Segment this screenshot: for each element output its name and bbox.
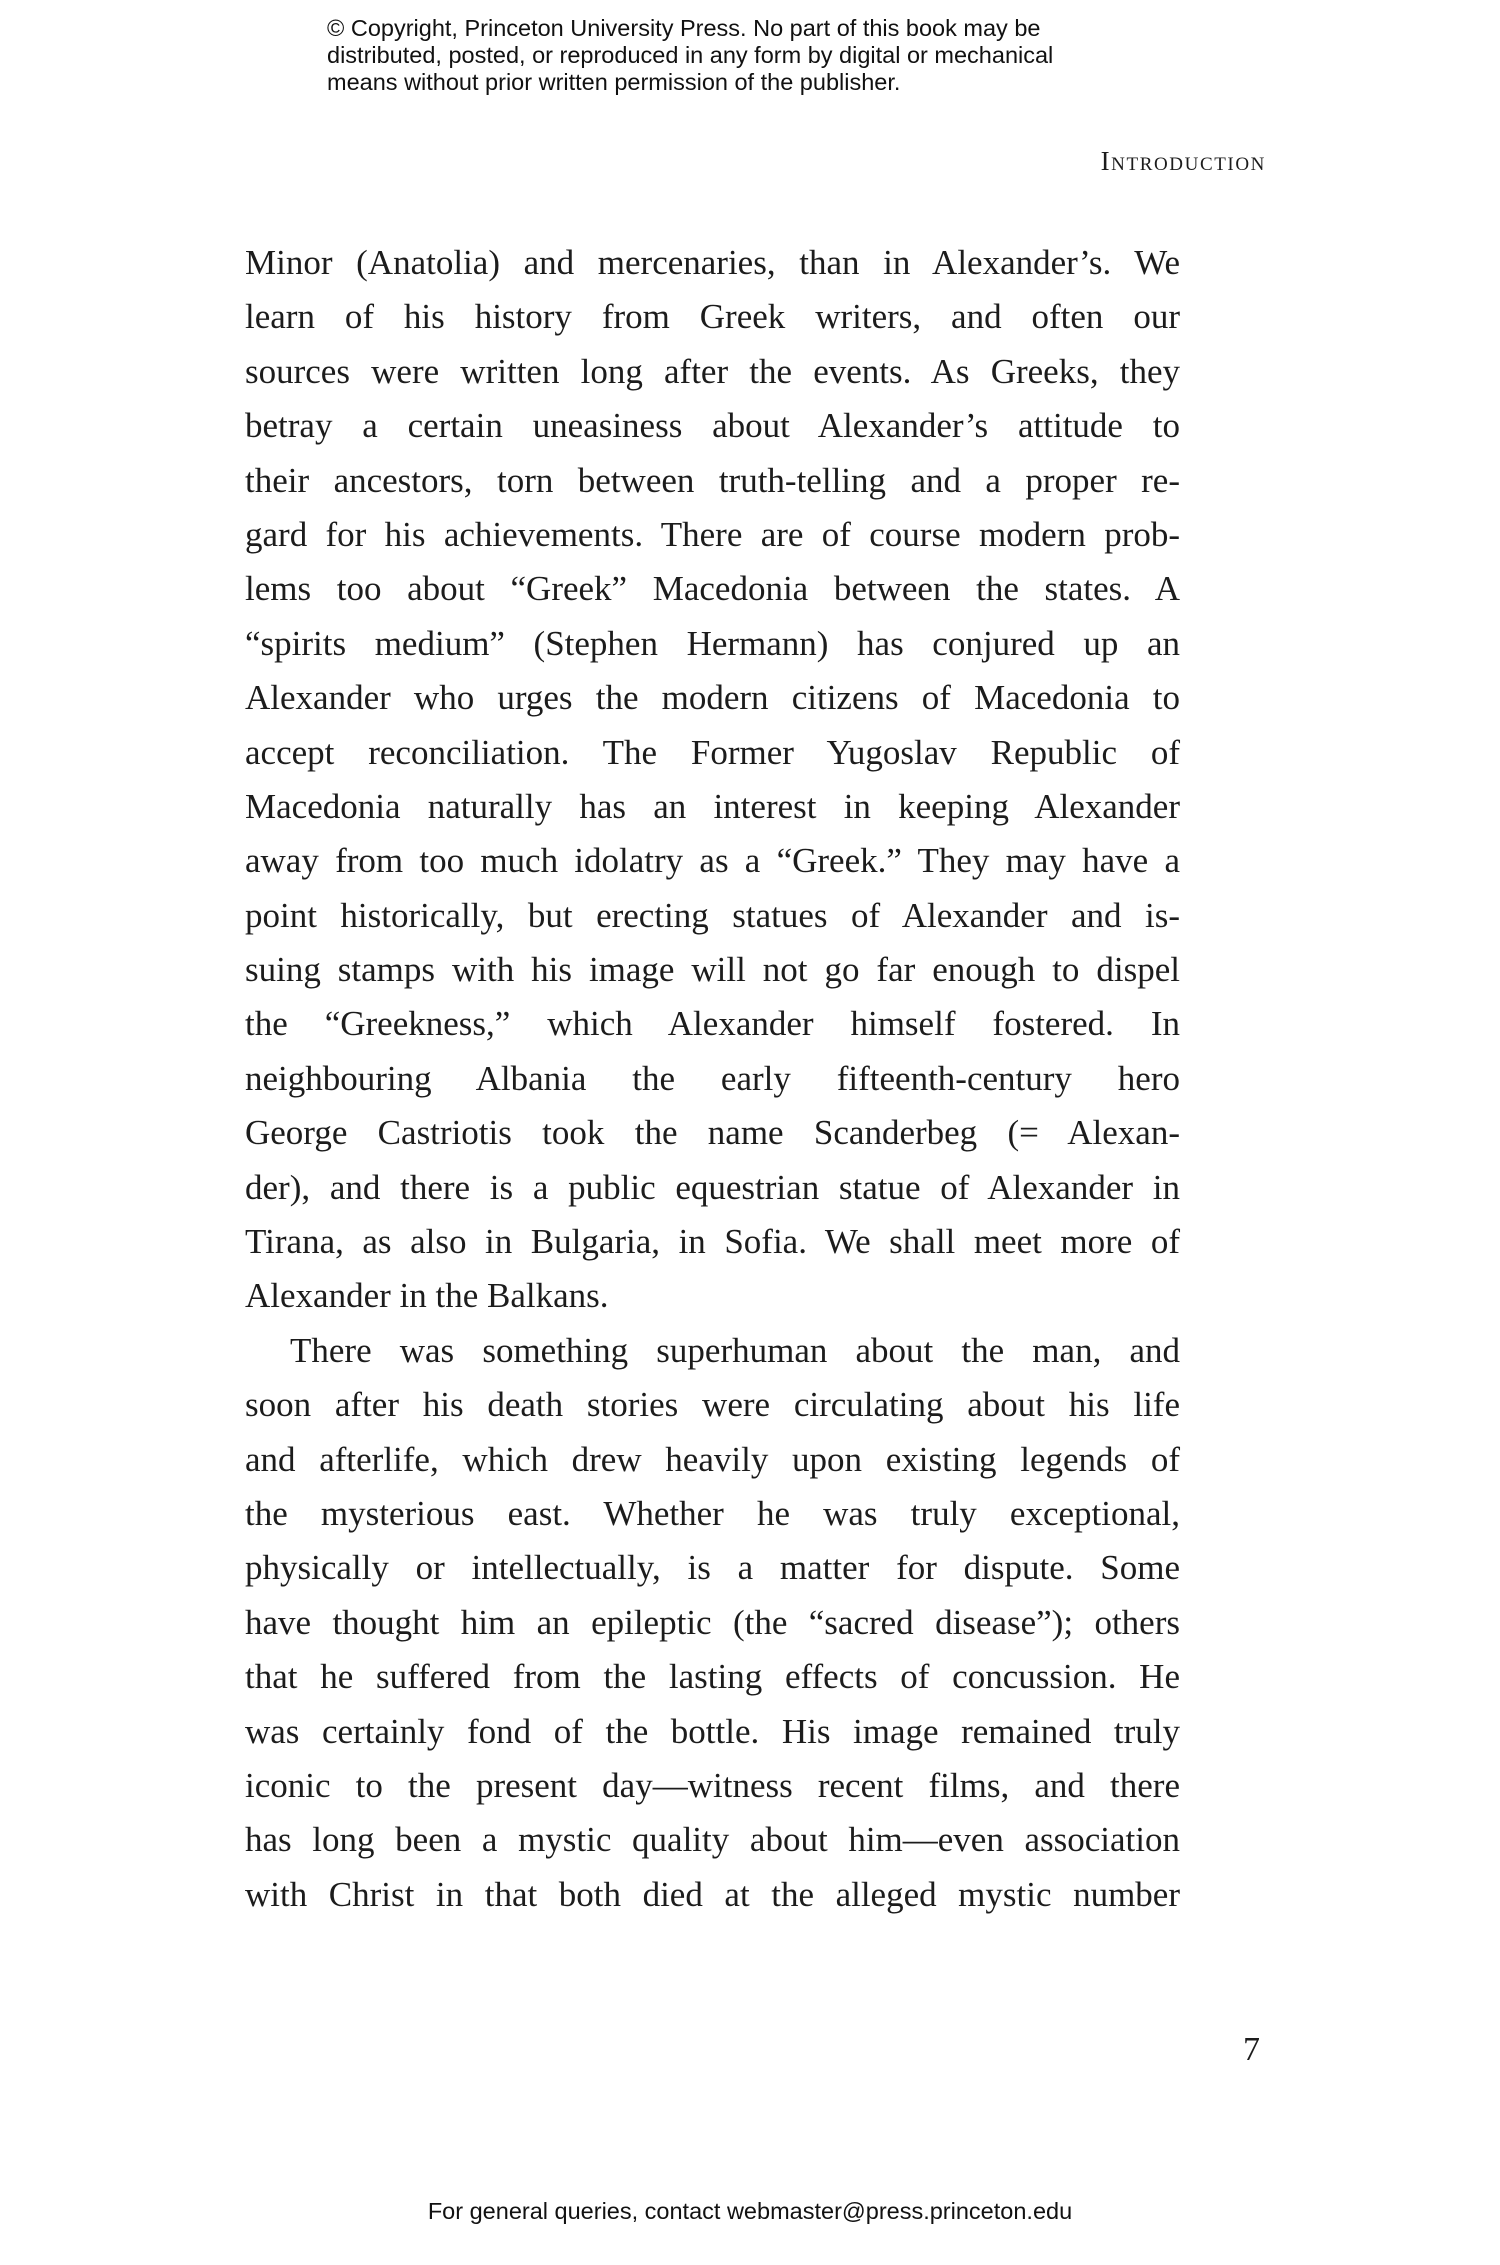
text-line: betray a certain uneasiness about Alexander’s attitude to (245, 406, 1180, 446)
text-line: soon after his death stories were circulating about his life (245, 1385, 1180, 1425)
text-line: point historically, but erecting statues of Alexander and is- (245, 895, 1180, 935)
text-line: was certainly fond of the bottle. His image remained truly (245, 1711, 1180, 1751)
text-line: their ancestors, torn between truth-telling and a proper re- (245, 460, 1180, 500)
text-line: away from too much idolatry as a “Greek.” They may have a (245, 841, 1180, 881)
copyright-notice (327, 15, 1227, 96)
text-line: iconic to the present day—witness recent films, and there (245, 1765, 1180, 1805)
text-line: lems too about “Greek” Macedonia between the states. A (245, 569, 1180, 609)
text-line: learn of his history from Greek writers, and often our (245, 297, 1180, 337)
text-line: and afterlife, which drew heavily upon existing legends of (245, 1439, 1180, 1479)
text-line: that he suffered from the lasting effects of concussion. He (245, 1657, 1180, 1697)
text-line: There was something superhuman about the man, and (290, 1330, 1180, 1370)
running-head: Introduction (1100, 146, 1266, 176)
body-text (245, 236, 1180, 1922)
text-line: with Christ in that both died at the alleged mystic number (245, 1874, 1180, 1914)
text-line: Minor (Anatolia) and mercenaries, than in Alexander’s. We (245, 243, 1180, 282)
text-line: Alexander in the Balkans. (245, 1276, 609, 1316)
text-line: suing stamps with his image will not go far enough to dispel (245, 950, 1180, 990)
text-line: Alexander who urges the modern citizens of Macedonia to (245, 678, 1180, 718)
copyright-line: © Copyright, Princeton University Press. No part of this book may be (327, 15, 1041, 41)
text-line: accept reconciliation. The Former Yugoslav Republic of (245, 732, 1180, 772)
text-line: “spirits medium” (Stephen Hermann) has conjured up an (245, 623, 1180, 663)
text-line: the mysterious east. Whether he was truly exceptional, (245, 1493, 1180, 1533)
copyright-line: distributed, posted, or reproduced in any form by digital or mechanical (327, 42, 1054, 68)
text-line: Macedonia naturally has an interest in keeping Alexander (245, 786, 1180, 826)
footer-contact: For general queries, contact webmaster@press.princeton.edu (427, 2198, 1073, 2224)
text-line: the “Greekness,” which Alexander himself fostered. In (245, 1004, 1180, 1044)
text-line: have thought him an epileptic (the “sacred disease”); others (245, 1602, 1180, 1642)
copyright-line: means without prior written permission of the publisher. (327, 69, 901, 95)
text-line: sources were written long after the events. As Greeks, they (245, 351, 1180, 391)
text-line: neighbouring Albania the early fifteenth-century hero (245, 1058, 1180, 1098)
text-line: Tirana, as also in Bulgaria, in Sofia. We shall meet more of (245, 1222, 1180, 1262)
text-line: gard for his achievements. There are of course modern prob- (245, 514, 1180, 554)
text-line: George Castriotis took the name Scanderbeg (= Alexan- (245, 1113, 1180, 1153)
page-number: 7 (1243, 2031, 1260, 2068)
text-line: der), and there is a public equestrian statue of Alexander in (245, 1167, 1180, 1207)
text-line: physically or intellectually, is a matter for dispute. Some (245, 1548, 1180, 1588)
paragraph-2 (245, 1324, 1180, 1922)
paragraph-1 (245, 236, 1180, 1324)
text-line: has long been a mystic quality about him—even association (245, 1820, 1180, 1860)
